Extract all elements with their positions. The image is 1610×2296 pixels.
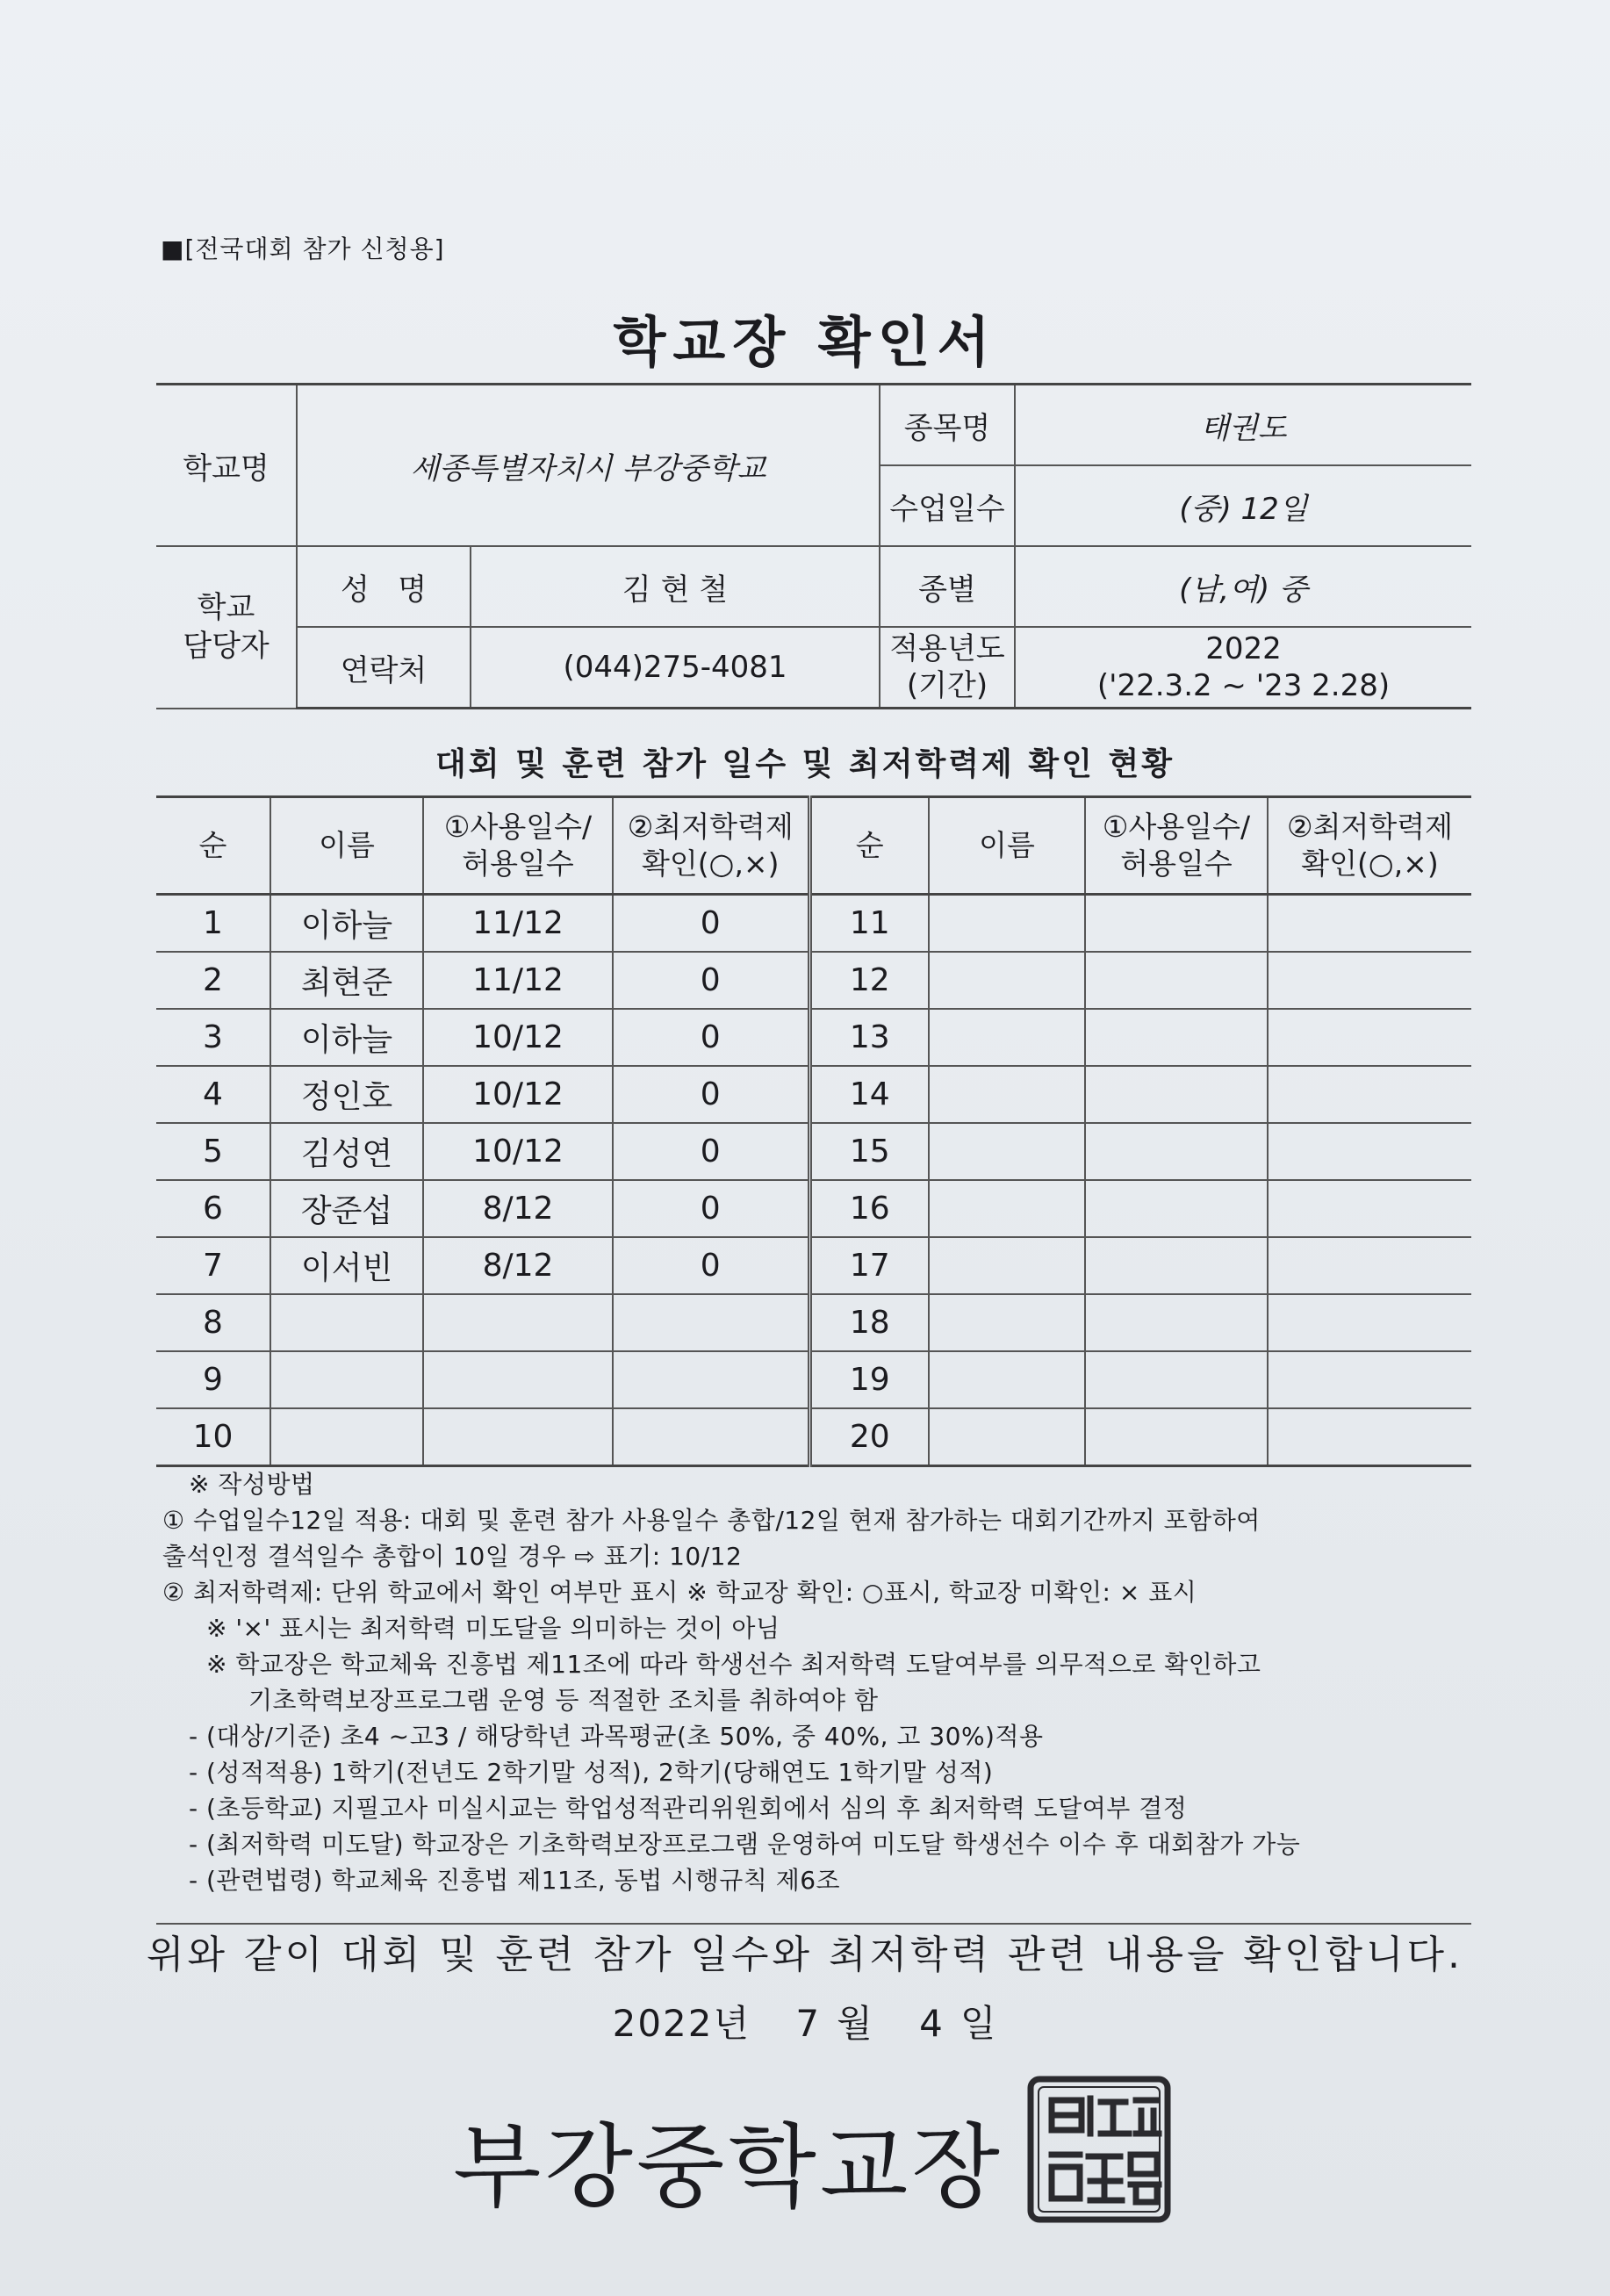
table-row [156, 1294, 1471, 1351]
min-achievement-check [1268, 1351, 1471, 1408]
row-number: 12 [809, 952, 929, 1009]
used-days [423, 1408, 613, 1466]
used-days [1085, 1180, 1268, 1237]
used-days: 10/12 [423, 1123, 613, 1180]
student-name [929, 1066, 1085, 1123]
used-days [423, 1294, 613, 1351]
min-achievement-check: 0 [613, 1123, 809, 1180]
contact-value: (044)275-4081 [471, 627, 880, 709]
min-achievement-check [613, 1351, 809, 1408]
gender-value: (남,여) 중 [1015, 546, 1471, 627]
document-label: ■[전국대회 참가 신청용] [161, 234, 445, 263]
min-achievement-check: 0 [613, 1237, 809, 1294]
header-check: ②최저학력제 확인(○,×) [1268, 797, 1471, 895]
row-number: 3 [156, 1009, 270, 1066]
used-days: 10/12 [423, 1009, 613, 1066]
manager-name-label: 성 명 [297, 546, 471, 627]
instruction-line: ① 수업일수12일 적용: 대회 및 훈련 참가 사용일수 총합/12일 현재 참가하는 대회기간까지 포함하여 [162, 1506, 1261, 1535]
row-number: 4 [156, 1066, 270, 1123]
header-name: 이름 [270, 797, 423, 895]
row-number: 6 [156, 1180, 270, 1237]
row-number: 10 [156, 1408, 270, 1466]
table-row [156, 1351, 1471, 1408]
row-number: 1 [156, 895, 270, 953]
row-number: 2 [156, 952, 270, 1009]
signer-name: 부강중학교장 [453, 2113, 1003, 2220]
gender-label: 종별 [880, 546, 1015, 627]
used-days [1085, 1351, 1268, 1408]
used-days: 8/12 [423, 1237, 613, 1294]
date-day: 4 [919, 2002, 945, 2045]
student-name [929, 1237, 1085, 1294]
header-no: 순 [156, 797, 270, 895]
date-month: 7 [795, 2002, 822, 2045]
school-name-value: 세종특별자치시 부강중학교 [297, 385, 880, 547]
row-number: 13 [809, 1009, 929, 1066]
used-days: 11/12 [423, 952, 613, 1009]
used-days [1085, 1123, 1268, 1180]
row-number: 5 [156, 1123, 270, 1180]
row-number: 17 [809, 1237, 929, 1294]
instruction-line: 출석인정 결석일수 총합이 10일 경우 ⇨ 표기: 10/12 [162, 1542, 743, 1571]
row-number: 11 [809, 895, 929, 953]
used-days [1085, 1408, 1268, 1466]
instruction-line: ※ 학교장은 학교체육 진흥법 제11조에 따라 학생선수 최저학력 도달여부를 의무적으로 확인하고 [206, 1650, 1261, 1679]
min-achievement-check [1268, 1294, 1471, 1351]
section-title: 대회 및 훈련 참가 일수 및 최저학력제 확인 현황 [435, 746, 1175, 782]
used-days [1085, 1066, 1268, 1123]
min-achievement-check [1268, 895, 1471, 953]
used-days: 10/12 [423, 1066, 613, 1123]
date-year: 2022년 [612, 2002, 751, 2045]
class-days-label: 수업일수 [880, 465, 1015, 546]
header-days: ①사용일수/ 허용일수 [1085, 797, 1268, 895]
instruction-line: ※ '×' 표시는 최저학력 미도달을 의미하는 것이 아님 [206, 1614, 780, 1643]
header-name: 이름 [929, 797, 1085, 895]
issue-date [0, 1995, 1610, 2048]
student-name: 이하늘 [270, 895, 423, 953]
min-achievement-check [613, 1408, 809, 1466]
student-name [929, 1123, 1085, 1180]
used-days [1085, 1294, 1268, 1351]
student-name: 김성연 [270, 1123, 423, 1180]
instruction-line: - (초등학교) 지필고사 미실시교는 학업성적관리위원회에서 심의 후 최저학력 도달여부 결정 [189, 1794, 1188, 1823]
student-name [929, 1009, 1085, 1066]
used-days: 8/12 [423, 1180, 613, 1237]
table-row [156, 895, 1471, 953]
student-name [270, 1351, 423, 1408]
row-number: 15 [809, 1123, 929, 1180]
manager-label: 학교 담당자 [156, 546, 297, 709]
min-achievement-check [1268, 952, 1471, 1009]
table-row [156, 1180, 1471, 1237]
student-name [929, 1294, 1085, 1351]
sport-value: 태권도 [1015, 385, 1471, 466]
student-name: 정인호 [270, 1066, 423, 1123]
table-row [156, 1066, 1471, 1123]
row-number: 18 [809, 1294, 929, 1351]
table-row [156, 1237, 1471, 1294]
student-name [929, 1180, 1085, 1237]
min-achievement-check [613, 1294, 809, 1351]
confirmation-text: 위와 같이 대회 및 훈련 참가 일수와 최저학력 관련 내용을 확인합니다. [147, 1933, 1463, 1977]
used-days [1085, 1009, 1268, 1066]
date-month-unit: 월 [837, 2002, 874, 2045]
student-name: 최현준 [270, 952, 423, 1009]
student-name [929, 952, 1085, 1009]
school-info-table [156, 383, 1471, 709]
row-number: 7 [156, 1237, 270, 1294]
min-achievement-check [1268, 1237, 1471, 1294]
instruction-line: - (최저학력 미도달) 학교장은 기초학력보장프로그램 운영하여 미도달 학생선수 이수 후 대회참가 가능 [189, 1830, 1301, 1859]
manager-name-value: 김 현 철 [471, 546, 880, 627]
document-title: 학교장 확인서 [613, 310, 997, 374]
min-achievement-check: 0 [613, 1066, 809, 1123]
student-name: 장준섭 [270, 1180, 423, 1237]
year-label: 적용년도 (기간) [880, 627, 1015, 709]
date-day-unit: 일 [960, 2002, 998, 2045]
min-achievement-check [1268, 1180, 1471, 1237]
school-name-label: 학교명 [156, 385, 297, 547]
row-number: 20 [809, 1408, 929, 1466]
instruction-line: ※ 작성방법 [189, 1470, 315, 1499]
used-days: 11/12 [423, 895, 613, 953]
row-number: 19 [809, 1351, 929, 1408]
used-days [1085, 1237, 1268, 1294]
row-number: 14 [809, 1066, 929, 1123]
participants-table [156, 795, 1471, 1467]
min-achievement-check [1268, 1408, 1471, 1466]
header-check: ②최저학력제 확인(○,×) [613, 797, 809, 895]
instruction-line: - (대상/기준) 초4 ~고3 / 해당학년 과목평균(초 50%, 중 40%, 고 30%)적용 [189, 1722, 1044, 1751]
student-name [270, 1294, 423, 1351]
instruction-line: - (성적적용) 1학기(전년도 2학기말 성적), 2학기(당해연도 1학기말 성적) [189, 1758, 994, 1787]
min-achievement-check [1268, 1009, 1471, 1066]
row-number: 9 [156, 1351, 270, 1408]
min-achievement-check: 0 [613, 895, 809, 953]
student-name: 이하늘 [270, 1009, 423, 1066]
row-number: 16 [809, 1180, 929, 1237]
min-achievement-check: 0 [613, 952, 809, 1009]
student-name: 이서빈 [270, 1237, 423, 1294]
contact-label: 연락처 [297, 627, 471, 709]
min-achievement-check [1268, 1066, 1471, 1123]
class-days-value: (중) 12일 [1015, 465, 1471, 546]
writing-instructions [162, 1466, 1479, 1898]
row-number: 8 [156, 1294, 270, 1351]
used-days [1085, 895, 1268, 953]
header-no: 순 [809, 797, 929, 895]
min-achievement-check: 0 [613, 1180, 809, 1237]
instruction-line: ② 최저학력제: 단위 학교에서 확인 여부만 표시 ※ 학교장 확인: ○표시, 학교장 미확인: × 표시 [162, 1578, 1197, 1607]
student-name [270, 1408, 423, 1466]
header-days: ①사용일수/ 허용일수 [423, 797, 613, 895]
table-row [156, 1408, 1471, 1466]
student-name [929, 1408, 1085, 1466]
table-row [156, 1123, 1471, 1180]
student-name [929, 1351, 1085, 1408]
min-achievement-check [1268, 1123, 1471, 1180]
used-days [1085, 952, 1268, 1009]
instruction-line: 기초학력보장프로그램 운영 등 적절한 조치를 취하여야 함 [248, 1686, 879, 1715]
student-name [929, 895, 1085, 953]
year-value: 2022 ('22.3.2 ~ '23 2.28) [1015, 627, 1471, 709]
school-seal [1027, 2076, 1171, 2223]
table-row [156, 952, 1471, 1009]
sport-label: 종목명 [880, 385, 1015, 466]
table-row [156, 1009, 1471, 1066]
instruction-line: - (관련법령) 학교체육 진흥법 제11조, 동법 시행규칙 제6조 [189, 1866, 841, 1895]
min-achievement-check: 0 [613, 1009, 809, 1066]
used-days [423, 1351, 613, 1408]
